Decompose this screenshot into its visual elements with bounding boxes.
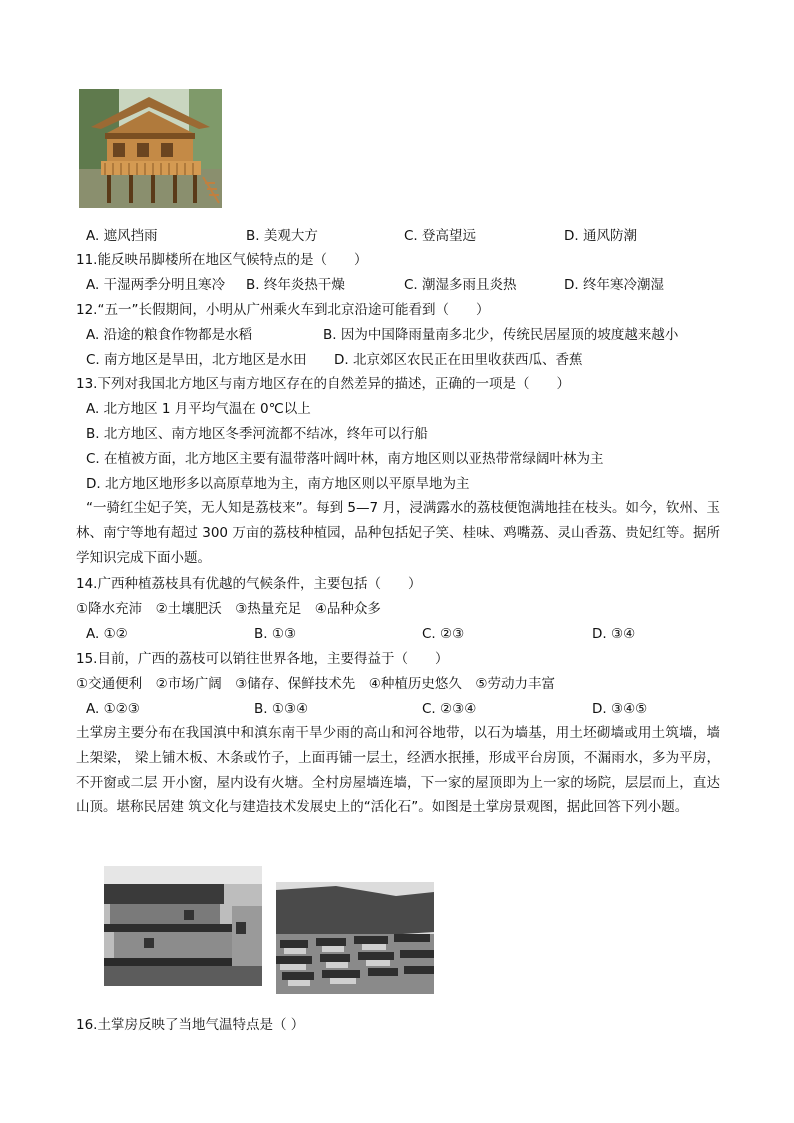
- q13-option-d: D. 北方地区地形多以高原草地为主，南方地区则以平原旱地为主: [86, 476, 470, 492]
- q14-option-b: B. ①③: [254, 626, 297, 642]
- q15-option-a: A. ①②③: [86, 701, 140, 717]
- q12-option-a: A. 沿途的粮食作物都是水稻: [86, 327, 253, 343]
- q10-option-b: B. 美观大方: [246, 228, 318, 244]
- q15-option-c: C. ②③④: [422, 701, 477, 717]
- q15-option-b: B. ①③④: [254, 701, 309, 717]
- q11-option-d: D. 终年寒冷潮湿: [564, 277, 664, 293]
- q14-option-a: A. ①②: [86, 626, 128, 642]
- q12-option-c: C. 南方地区是旱田，北方地区是水田: [86, 352, 307, 368]
- q15-option-d: D. ③④⑤: [592, 701, 648, 717]
- q16-stem: 16.土掌房反映了当地气温特点是（ ）: [76, 1017, 305, 1033]
- tuzhang-village-photo-right: [276, 882, 434, 994]
- q14-choices: ①降水充沛 ②土壤肥沃 ③热量充足 ④品种众多: [76, 601, 381, 617]
- q14-option-c: C. ②③: [422, 626, 465, 642]
- q10-option-a: A. 遮风挡雨: [86, 228, 158, 244]
- q13-option-b: B. 北方地区、南方地区冬季河流都不结冰，终年可以行船: [86, 426, 428, 442]
- q10-option-d: D. 通风防潮: [564, 228, 637, 244]
- q12-option-d: D. 北京郊区农民正在田里收获西瓜、香蕉: [334, 352, 583, 368]
- q15-choices: ①交通便利 ②市场广阔 ③储存、保鲜技术先 ④种植历史悠久 ⑤劳动力丰富: [76, 676, 556, 692]
- q12-option-b: B. 因为中国降雨量南多北少，传统民居屋顶的坡度越来越小: [323, 327, 679, 343]
- q10-option-c: C. 登高望远: [404, 228, 477, 244]
- q12-stem: 12.“五一”长假期间，小明从广州乘火车到北京沿途可能看到（ ）: [76, 302, 490, 318]
- q13-option-a: A. 北方地区 1 月平均气温在 0℃以上: [86, 401, 311, 417]
- stilt-house-photo: [79, 89, 222, 208]
- q11-option-c: C. 潮湿多雨且炎热: [404, 277, 517, 293]
- q13-stem: 13.下列对我国北方地区与南方地区存在的自然差异的描述，正确的一项是（ ）: [76, 376, 570, 392]
- q15-stem: 15.目前，广西的荔枝可以销往世界各地，主要得益于（ ）: [76, 651, 449, 667]
- tuzhang-passage: 土掌房主要分布在我国滇中和滇东南干旱少雨的高山和河谷地带，以石为墙基，用土坯砌墙或用土筑墙，墙上架梁， 梁上铺木板、木条或竹子，上面再铺一层土，经洒水抿捶，形成平台房顶，不漏雨水，多为平房，不开窗或二层 开小窗，屋内设有火塘。全村房屋墙连墙，下一家的屋顶即为上一家的场院，层层而上，直达山顶。堪称民居建 筑文化与建造技术发展史上的“活化石”。如图是土掌房景观图，据此回答下列小题。: [76, 725, 720, 816]
- tuzhang-house-photo-left: [104, 866, 262, 986]
- q13-option-c: C. 在植被方面，北方地区主要有温带落叶阔叶林，南方地区则以亚热带常绿阔叶林为主: [86, 451, 604, 467]
- q11-stem: 11.能反映吊脚楼所在地区气候特点的是（ ）: [76, 252, 368, 268]
- q11-option-a: A. 干湿两季分明且寒冷: [86, 277, 226, 293]
- q14-stem: 14.广西种植荔枝具有优越的气候条件，主要包括（ ）: [76, 576, 422, 592]
- q14-option-d: D. ③④: [592, 626, 636, 642]
- lychee-passage: “一骑红尘妃子笑，无人知是荔枝来”。每到 5—7 月，浸满露水的荔枝便饱满地挂在枝头。如今，钦州、玉林、南宁等地有超过 300 万亩的荔枝种植园，品种包括妃子笑、桂味、鸡嘴荔、灵山香荔、贵妃红等。据所学知识完成下面小题。: [76, 500, 720, 566]
- q11-option-b: B. 终年炎热干燥: [246, 277, 345, 293]
